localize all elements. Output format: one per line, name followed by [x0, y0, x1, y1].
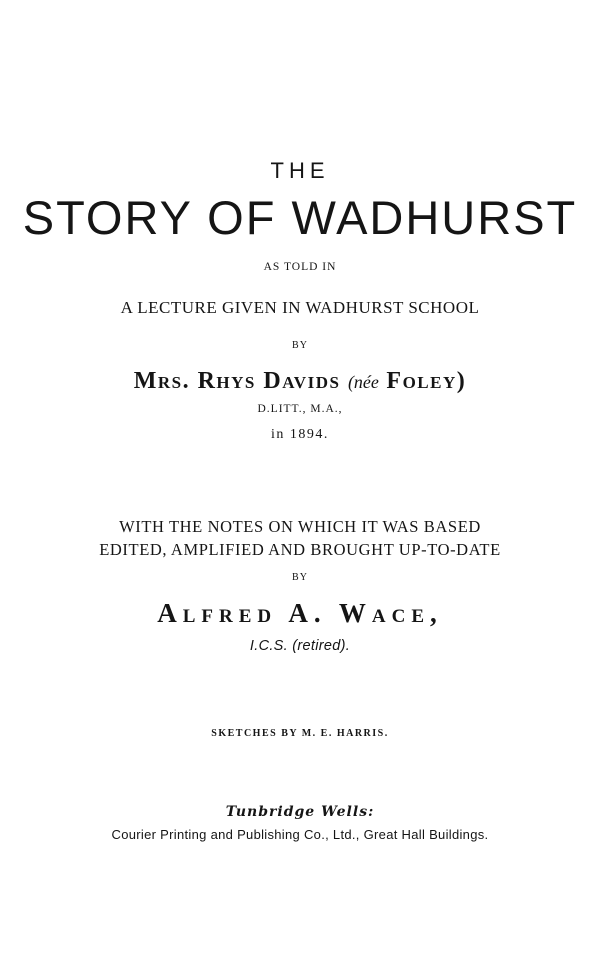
editor-name: Alfred A. Wace, — [157, 598, 443, 628]
author-name: Mrs. Rhys Davids — [133, 368, 341, 394]
sketches-credit: SKETCHES BY M. E. HARRIS. — [211, 728, 389, 739]
lecture-line: A LECTURE GIVEN IN WADHURST SCHOOL — [120, 298, 480, 317]
publisher-place: Tunbridge Wells: — [225, 804, 375, 820]
as-told-in-text: AS TOLD IN — [263, 261, 337, 273]
notes-line-1: WITH THE NOTES ON WHICH IT WAS BASED — [119, 517, 481, 536]
printer-imprint: Courier Printing and Publishing Co., Ltd., Great Hall Buildings. — [111, 827, 489, 842]
page-title: STORY OF WADHURST — [22, 191, 578, 244]
by-text-editor: BY — [292, 572, 308, 583]
author-line — [0, 368, 600, 395]
author-nee: (née — [347, 372, 379, 392]
author-degrees: D.LITT., M.A., — [257, 403, 343, 415]
title-article: THE — [270, 158, 330, 183]
editor-title: I.C.S. (retired). — [249, 638, 351, 654]
by-text-author: BY — [292, 340, 308, 351]
lecture-year: in 1894. — [271, 427, 329, 442]
notes-line-2: EDITED, AMPLIFIED AND BROUGHT UP-TO-DATE — [99, 540, 501, 559]
author-maiden-name: Foley) — [386, 368, 467, 394]
